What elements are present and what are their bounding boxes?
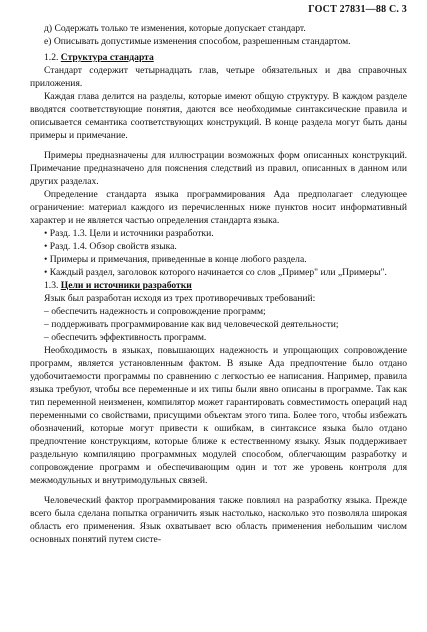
bullet-item: • Разд. 1.3. Цели и источники разработки. <box>44 228 214 239</box>
section-number: 1.3. <box>44 280 59 291</box>
paragraph: Примеры предназначены для иллюстрации возможных форм описанных конструкций. Примечание предназначено для пояснения следствий из правил, описанных в данном или других разделах. <box>30 150 407 187</box>
page-body <box>30 22 407 546</box>
dash-item: – обеспечить надежность и сопровождение программ; <box>44 306 266 317</box>
section-heading-1-2 <box>30 51 407 64</box>
paragraph: Каждая глава делится на разделы, которые имеют общую структуру. В каждом разделе вводятся соответствующие понятия, даются все необходимые синтаксические правила и описывается семантика соответствующих конструкций. В конце раздела могут быть даны примеры и примечание. <box>30 91 407 141</box>
list-item-d: д) Содержать только те изменения, которые допускает стандарт. <box>44 23 306 34</box>
bullet-item: • Разд. 1.4. Обзор свойств языка. <box>44 241 177 252</box>
paragraph: Стандарт содержит четырнадцать глав, четыре обязательных и два справочных приложения. <box>30 65 407 89</box>
page-header: ГОСТ 27831—88 С. 3 <box>308 4 407 15</box>
section-number: 1.2. <box>44 52 59 63</box>
paragraph: Необходимость в языках, повышающих надежность и упрощающих сопровождение программ, является установленным фактом. В языке Ада предпочтение было отдано удобочитаемости программы по сравнению с легкостью ее написания. Например, правила языка требуют, чтобы все переменные и их типы были явно описаны в программе. Так как тип переменной неизменен, компилятор может гарантировать совместимость операций над переменными со свойствами, присущими объектам этого типа. Более того, чтобы избежать обозначений, которые могут привести к ошибкам, в синтаксисе языка было отдано предпочтение конструкциям, которые ближе к естественному языку. Язык поддерживает раздельную компиляцию программных модулей способом, облегчающим разработку и сопровождение программ и обеспечивающим один и тот же уровень контроля для межмодульных и внутримодульных связей. <box>30 345 407 486</box>
dash-item: – обеспечить эффективность программ. <box>44 332 207 343</box>
paragraph: Определение стандарта языка программирования Ада предполагает следующее ограничение: материал каждого из перечисленных ниже пунктов носит информативный характер и не является частью определения стандарта языка. <box>30 189 407 226</box>
section-heading-1-3 <box>30 279 407 292</box>
section-title: Структура стандарта <box>60 52 154 63</box>
dash-item: – поддерживать программирование как вид человеческой деятельности; <box>44 319 339 330</box>
paragraph: Человеческий фактор программирования также повлиял на разработку языка. Прежде всего была сделана попытка ограничить язык настолько, насколько это позволяла широкая область его применения. Язык охватывает всю область применения небольшим числом основных понятий путем систе- <box>30 495 407 545</box>
list-item-e: е) Описывать допустимые изменения способом, разрешенным стандартом. <box>44 36 351 47</box>
paragraph: Язык был разработан исходя из трех противоречивых требований: <box>44 293 316 304</box>
section-title: Цели и источники разработки <box>60 280 192 291</box>
bullet-item: • Примеры и примечания, приведенные в конце любого раздела. <box>44 254 307 265</box>
bullet-item: • Каждый раздел, заголовок которого начинается со слов „Пример" или „Примеры". <box>44 267 387 278</box>
